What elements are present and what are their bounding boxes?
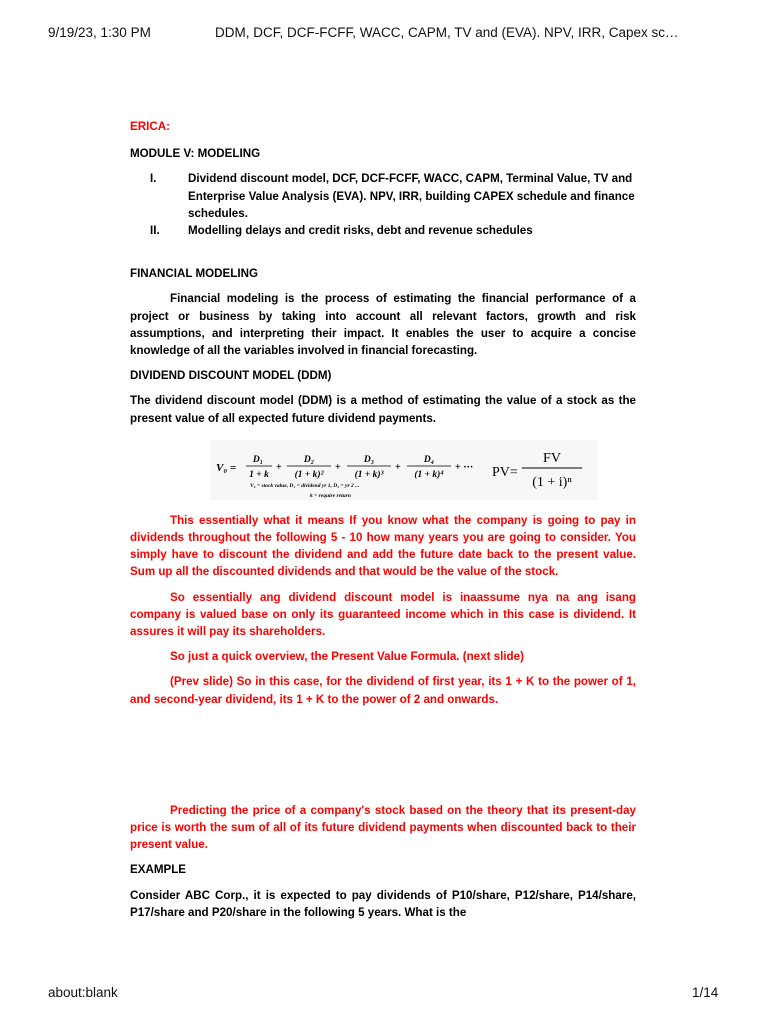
formula-d1: D₁ (252, 454, 264, 465)
formula-plus: + (395, 461, 401, 473)
outline-number: II. (150, 224, 160, 238)
outline-number: I. (150, 172, 157, 186)
pv-numerator: FV (543, 450, 561, 466)
outline-item-2 (130, 222, 636, 239)
prediction-paragraph: Predicting the price of a company's stock based on the theory that its present-day price is worth the sum of all of its future dividend payments when discounted back to their present value. (130, 803, 636, 852)
formula-legend-1: V₀ = stock value, D₁ = dividend yr 1, D₂ = yr 2 ... (250, 482, 360, 489)
formula-tail: + ··· (455, 461, 474, 473)
outline-text: Dividend discount model, DCF, DCF-FCFF, WACC, CAPM, Terminal Value, TV and Enterprise Value Analysis (EVA). NPV, IRR, building CAPEX schedule and finance schedules. (188, 172, 635, 220)
formula-graphic (210, 440, 598, 500)
module-heading: MODULE V: MODELING (130, 147, 261, 161)
red-note-paragraph: So essentially ang dividend discount model is inaassume nya na ang isang company is valued base on only its guaranteed income which in this case is dividend. It assures it will pay its shareholders. (130, 590, 636, 639)
financial-modeling-paragraph: Financial modeling is the process of estimating the financial performance of a project or business by taking into account all relevant factors, growth and risk assumptions, and interpreting their impact. It enables the user to acquire a concise knowledge of all the variables involved in financial forecasting. (130, 292, 636, 358)
red-note-paragraph: So just a quick overview, the Present Value Formula. (next slide) (170, 650, 524, 664)
formula-den2: (1 + k)² (294, 469, 324, 480)
pv-denominator: (1 + i)ⁿ (532, 474, 572, 490)
document-body (130, 118, 636, 921)
print-header-datetime: 9/19/23, 1:30 PM (48, 25, 151, 40)
formula-den3: (1 + k)³ (354, 469, 384, 480)
ddm-paragraph: The dividend discount model (DDM) is a method of estimating the value of a stock as the present value of all expected future dividend payments. (130, 394, 636, 425)
formula-d4: D₄ (423, 454, 435, 465)
formula-d3: D₃ (363, 454, 375, 465)
outline-text: Modelling delays and credit risks, debt and revenue schedules (188, 224, 533, 238)
formula-den4: (1 + k)⁴ (414, 469, 444, 480)
outline-item-1 (130, 170, 636, 222)
formula-den1: 1 + k (249, 469, 269, 480)
red-note-paragraph: This essentially what it means If you know what the company is going to pay in dividends throughout the following 5 - 10 how many years you are going to consider. You simply have to discount the dividend and add the future date back to the present value. Sum up all the discounted dividends and that would be the value of the stock. (130, 513, 636, 579)
speaker-label: ERICA: (130, 120, 170, 133)
print-header-title: DDM, DCF, DCF-FCFF, WACC, CAPM, TV and (EVA). NPV, IRR, Capex sc… (215, 25, 679, 40)
formula-legend-2: k = require return (310, 492, 351, 499)
financial-modeling-heading: FINANCIAL MODELING (130, 267, 258, 281)
outline-list (130, 170, 636, 239)
ddm-heading: DIVIDEND DISCOUNT MODEL (DDM) (130, 369, 332, 383)
example-heading: EXAMPLE (130, 863, 187, 877)
formula-d2: D₂ (303, 454, 315, 465)
print-footer-page: 1/14 (692, 985, 719, 1000)
pv-label: PV= (492, 464, 518, 480)
red-note-paragraph: (Prev slide) So in this case, for the dividend of first year, its 1 + K to the power of 1, and second-year dividend, its 1 + K to the power of 2 and onwards. (130, 675, 636, 706)
print-footer-url: about:blank (48, 985, 118, 1000)
formula-plus: + (276, 461, 282, 473)
ddm-formula-image (210, 440, 598, 500)
formula-v0: V₀ = (216, 461, 237, 474)
formula-plus: + (335, 461, 341, 473)
example-paragraph: Consider ABC Corp., it is expected to pay dividends of P10/share, P12/share, P14/share, P17/share and P20/share in the following 5 years. What is the (130, 888, 636, 919)
